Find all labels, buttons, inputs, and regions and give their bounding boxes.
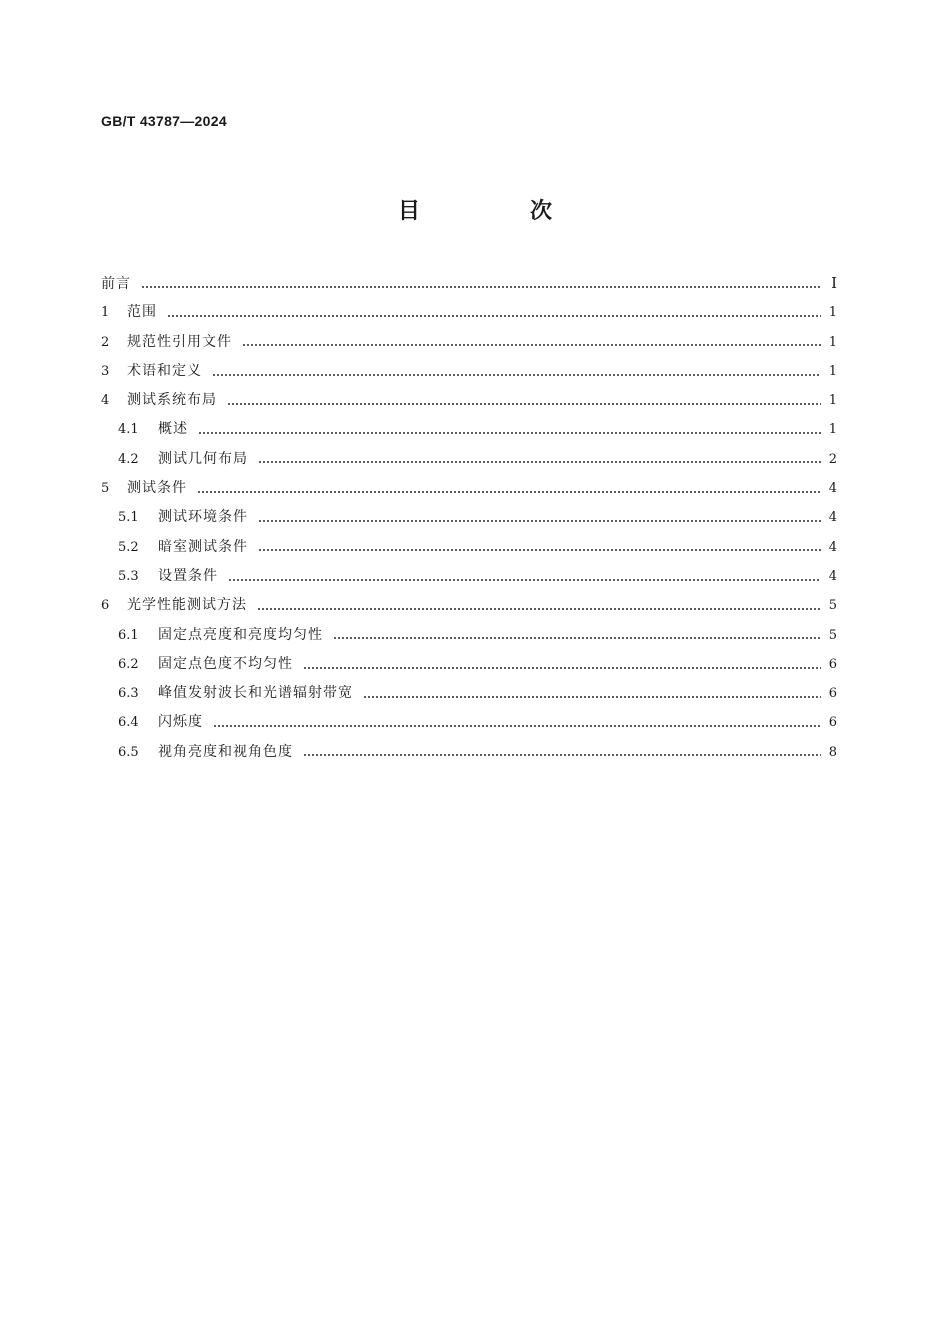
dot-leader bbox=[303, 754, 821, 756]
toc-entry[interactable] bbox=[101, 474, 837, 503]
toc-entry[interactable] bbox=[101, 415, 837, 444]
toc-entry-page: 2 bbox=[828, 451, 837, 467]
toc-entry-number: 6.4 bbox=[118, 715, 139, 731]
toc-entry-number: 5.1 bbox=[118, 510, 139, 526]
toc-entry-page: Ⅰ bbox=[831, 274, 837, 292]
dot-leader bbox=[258, 461, 821, 463]
toc-entry-page: 6 bbox=[828, 715, 837, 731]
toc-entry-number: 6.2 bbox=[118, 656, 139, 672]
toc-entry-label: 固定点色度不均匀性 bbox=[158, 655, 293, 672]
toc-entry-number: 5.3 bbox=[118, 568, 139, 584]
toc-entry[interactable] bbox=[101, 269, 837, 298]
toc-entry[interactable] bbox=[101, 562, 837, 591]
toc-entry[interactable] bbox=[101, 650, 837, 679]
toc-entry-number: 3 bbox=[101, 363, 110, 379]
toc-entry-label: 范围 bbox=[127, 304, 157, 321]
toc-entry-page: 4 bbox=[828, 539, 837, 555]
toc-entry-label: 测试几何布局 bbox=[158, 450, 248, 467]
toc-entry[interactable] bbox=[101, 445, 837, 474]
toc-entry-number: 6.1 bbox=[118, 627, 139, 643]
dot-leader bbox=[258, 549, 821, 551]
toc-entry-page: 1 bbox=[828, 363, 837, 379]
toc-entry-page: 8 bbox=[828, 744, 837, 760]
toc-entry[interactable] bbox=[101, 298, 837, 327]
dot-leader bbox=[227, 403, 821, 405]
toc-entry-page: 1 bbox=[828, 305, 837, 321]
dot-leader bbox=[213, 725, 821, 727]
toc-entry-label: 设置条件 bbox=[158, 567, 218, 584]
toc-entry-label: 概述 bbox=[158, 421, 188, 438]
dot-leader bbox=[303, 667, 821, 669]
dot-leader bbox=[167, 315, 821, 317]
toc-entry-number: 5 bbox=[101, 481, 110, 497]
toc-entry[interactable] bbox=[101, 621, 837, 650]
dot-leader bbox=[197, 491, 821, 493]
toc-entry[interactable] bbox=[101, 328, 837, 357]
toc-entry-label: 视角亮度和视角色度 bbox=[158, 743, 293, 760]
toc-entry-page: 1 bbox=[828, 393, 837, 409]
page-title: 目 次 bbox=[397, 199, 596, 224]
toc-entry-label: 测试环境条件 bbox=[158, 509, 248, 526]
toc-entry-page: 5 bbox=[828, 627, 837, 643]
toc-entry-label: 峰值发射波长和光谱辐射带宽 bbox=[158, 685, 353, 702]
toc-entry-number: 4.2 bbox=[118, 451, 139, 467]
toc-entry-label: 固定点亮度和亮度均匀性 bbox=[158, 626, 323, 643]
toc-entry[interactable] bbox=[101, 533, 837, 562]
toc-entry-page: 1 bbox=[828, 422, 837, 438]
toc-entry-number: 4.1 bbox=[118, 422, 139, 438]
dot-leader bbox=[198, 432, 821, 434]
toc-entry-label: 闪烁度 bbox=[158, 714, 203, 731]
toc-entry[interactable] bbox=[101, 591, 837, 620]
toc-entry-label: 规范性引用文件 bbox=[127, 333, 232, 350]
toc-entry[interactable] bbox=[101, 503, 837, 532]
toc-entry-label: 光学性能测试方法 bbox=[127, 597, 247, 614]
dot-leader bbox=[257, 608, 821, 610]
toc-entry-number: 6.3 bbox=[118, 686, 139, 702]
dot-leader bbox=[258, 520, 821, 522]
toc-entry-label: 暗室测试条件 bbox=[158, 538, 248, 555]
dot-leader bbox=[363, 696, 821, 698]
toc-entry-label: 前言 bbox=[101, 276, 131, 292]
toc-entry-page: 1 bbox=[828, 334, 837, 350]
dot-leader bbox=[333, 637, 821, 639]
toc-entry[interactable] bbox=[101, 708, 837, 737]
table-of-contents bbox=[101, 269, 837, 767]
standard-code: GB/T 43787—2024 bbox=[101, 113, 227, 129]
toc-entry-label: 术语和定义 bbox=[127, 362, 202, 379]
dot-leader bbox=[242, 344, 821, 346]
toc-entry[interactable] bbox=[101, 357, 837, 386]
toc-entry-number: 5.2 bbox=[118, 539, 139, 555]
dot-leader bbox=[228, 579, 821, 581]
toc-entry-page: 6 bbox=[828, 686, 837, 702]
toc-entry[interactable] bbox=[101, 679, 837, 708]
toc-entry-number: 4 bbox=[101, 393, 110, 409]
toc-entry-page: 4 bbox=[828, 568, 837, 584]
toc-entry-page: 5 bbox=[828, 598, 837, 614]
toc-entry-page: 6 bbox=[828, 656, 837, 672]
toc-entry[interactable] bbox=[101, 738, 837, 767]
toc-entry[interactable] bbox=[101, 386, 837, 415]
dot-leader bbox=[141, 286, 821, 288]
toc-entry-page: 4 bbox=[828, 510, 837, 526]
dot-leader bbox=[212, 374, 821, 376]
toc-entry-number: 6.5 bbox=[118, 744, 139, 760]
toc-entry-number: 2 bbox=[101, 334, 110, 350]
toc-entry-number: 6 bbox=[101, 598, 110, 614]
toc-entry-label: 测试系统布局 bbox=[127, 392, 217, 409]
toc-entry-page: 4 bbox=[828, 481, 837, 497]
toc-entry-number: 1 bbox=[101, 305, 110, 321]
toc-entry-label: 测试条件 bbox=[127, 480, 187, 497]
